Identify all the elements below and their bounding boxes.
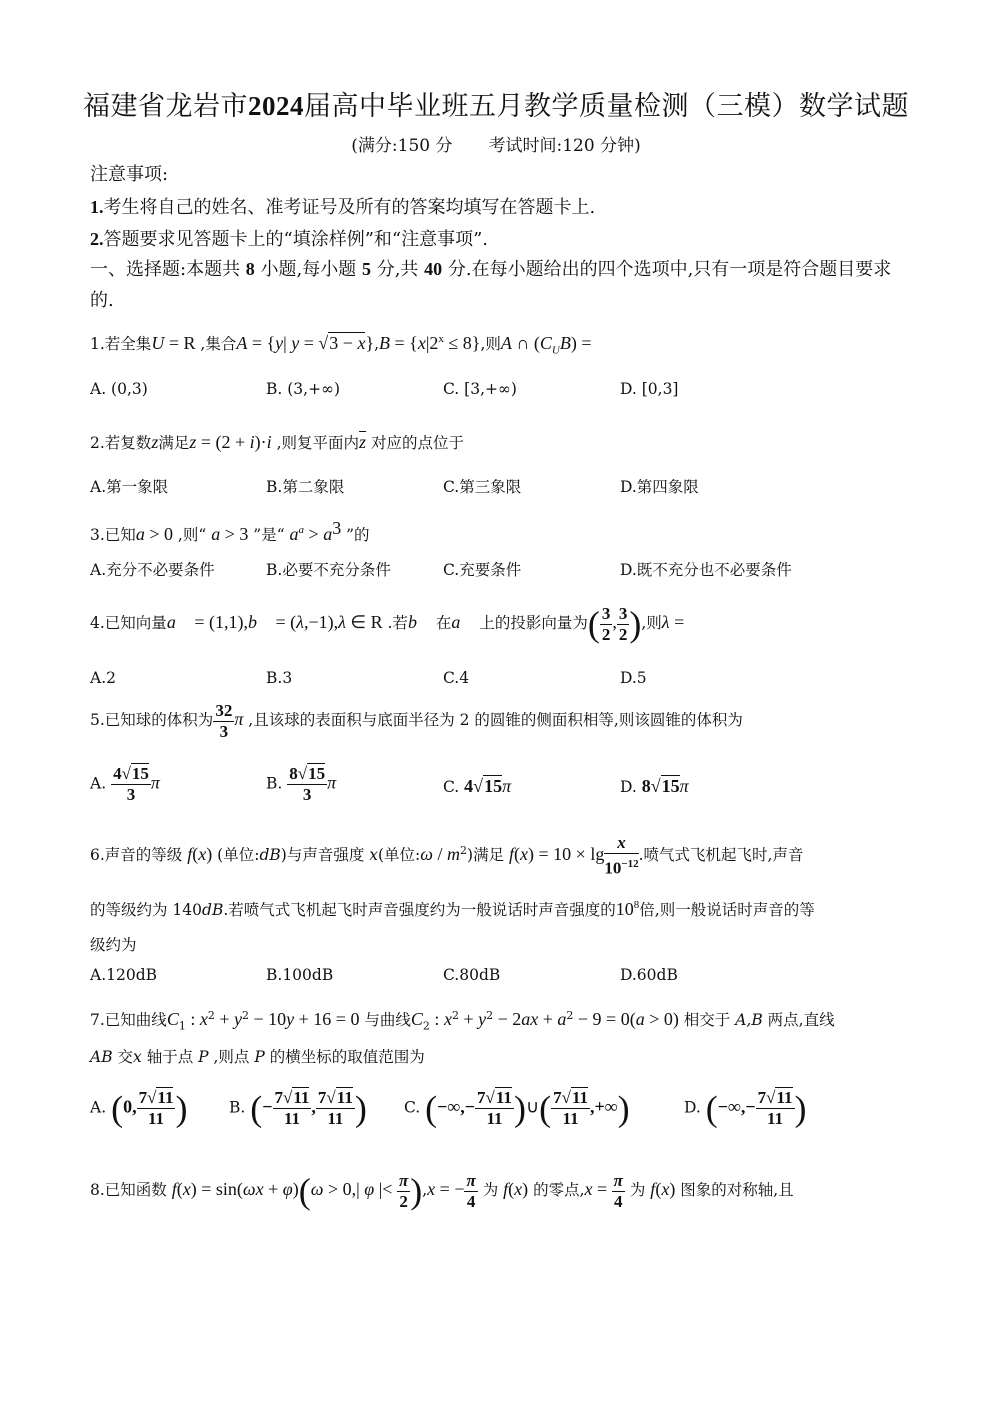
q7-option-c: C. (−∞,− $\frac{7√11}{11}$ )∪( $\frac{7√11}{11}$ ,+∞) — [404, 1088, 630, 1129]
score-info: (满分:150 分 — [351, 136, 453, 156]
q1-option-a: A. (0,3) — [90, 380, 148, 398]
q5-option-a: A. $\frac{4√15}{3}$ π — [90, 764, 160, 804]
q7-option-d: D. (−∞,− $\frac{7√11}{11}$ ) — [684, 1088, 807, 1129]
note-item-2: 2.答题要求见答题卡上的“填涂样例”和“注意事项”. — [90, 229, 489, 250]
question-4: 4.已知向量a⃗ = (1,1),b⃗ = (λ,−1),λ ∈ R .若b⃗ 在a⃗ 上的投影向量为( $\frac{3}{2}$ , $\frac{3}{2}$ ),则λ = — [90, 603, 685, 644]
q6-option-d: D.60dB — [620, 966, 678, 984]
q6-option-c: C.80dB — [443, 966, 501, 984]
question-7-line-2: AB 交x 轴于点 P ,则点 P 的横坐标的取值范围为 — [90, 1048, 425, 1066]
q5-option-d: D. 8√15π — [620, 776, 689, 796]
q6-option-b: B.100dB — [266, 966, 334, 984]
q5-option-c: C. 4√15π — [443, 776, 512, 796]
q4-option-d: D.5 — [620, 669, 647, 687]
time-info: 考试时间:120 分钟) — [488, 136, 641, 156]
q2-option-d: D.第四象限 — [620, 478, 699, 496]
page-title: 福建省龙岩市2024届高中毕业班五月教学质量检测（三模）数学试题 — [83, 91, 909, 122]
question-6: 6.声音的等级 f(x) (单位:dB)与声音强度 x(单位:ω / $m^2$)满足 f(x) = 10 × lg $\frac{x}{10^{-12}}$ .喷气式飞机起飞时,声音 — [90, 833, 804, 878]
question-1: 1.若全集U = R ,集合A = {y| $y = √3 - x\},B = \{x|2^x \le 8\}$,则A ∩ $(C_UB)$ = — [90, 333, 592, 357]
q6-option-a: A.120dB — [90, 966, 158, 984]
q2-option-a: A.第一象限 — [90, 478, 169, 496]
q3-option-b: B.必要不充分条件 — [266, 561, 391, 579]
q1-option-d: D. [0,3] — [620, 380, 679, 398]
note-item-1: 1.考生将自己的姓名、准考证号及所有的答案均填写在答题卡上. — [90, 197, 596, 218]
question-8: 8.已知函数 f(x) = sin(ωx + φ)(ω > 0,| φ |< $\frac{\pi}{2}$ ),x = − $\frac{\pi}{4}$ 为 f(x) 的零点,x = $\frac{\pi}{4}$ 为 f(x) 图象的对称轴,且 — [90, 1170, 794, 1211]
q5-option-b: B. $\frac{8√15}{3}$ π — [266, 764, 337, 804]
q3-option-a: A.充分不必要条件 — [90, 561, 215, 579]
q7-option-b: B. (− $\frac{7√11}{11}$ , $\frac{7√11}{11}$ ) — [229, 1088, 367, 1129]
q1-option-b: B. (3,+∞) — [266, 380, 341, 398]
question-2: 2.若复数z满足z = (2 + i)·i ,则复平面内$\overline{z}$ 对应的点位于 — [90, 432, 464, 452]
q4-option-c: C.4 — [443, 669, 470, 687]
q2-option-c: C.第三象限 — [443, 478, 522, 496]
q7-option-a: A. (0, $\frac{7√11}{11}$ ) — [90, 1088, 188, 1129]
notes-heading: 注意事项: — [90, 164, 169, 185]
exam-info — [0, 131, 992, 156]
question-5: 5.已知球的体积为 $\frac{32}{3}$ π ,且该球的表面积与底面半径为 2 的圆锥的侧面积相等,则该圆锥的体积为 — [90, 700, 743, 741]
section-intro: 一、选择题:本题共 8 小题,每小题 5 分,共 40 分.在每小题给出的四个选项中,只有一项是符合题目要求的. — [90, 259, 892, 311]
q3-option-c: C.充要条件 — [443, 561, 522, 579]
q4-option-b: B.3 — [266, 669, 293, 687]
question-6-line-3: 级约为 — [90, 936, 137, 954]
q2-option-b: B.第二象限 — [266, 478, 345, 496]
question-7: 7.已知曲线$C_1$ : $x^2 + y^2 - 10y + 16 = 0$ 与曲线$C_2$ : $x^2 + y^2 - 2ax + a^2 - 9 = 0(a > 0)$ 相交于 A,B 两点,直线 — [90, 1009, 835, 1033]
q1-option-c: C. [3,+∞) — [443, 380, 517, 398]
q3-option-d: D.既不充分也不必要条件 — [620, 561, 792, 579]
question-6-line-2: 的等级约为 140dB.若喷气式飞机起飞时声音强度约为一般说话时声音强度的$10^8$倍,则一般说话时声音的等 — [90, 899, 815, 919]
q4-option-a: A.2 — [90, 669, 116, 687]
question-3: 3.已知a > 0 ,则“ a > 3 ”是“ $a^a > a^3$ ”的 — [90, 518, 370, 545]
